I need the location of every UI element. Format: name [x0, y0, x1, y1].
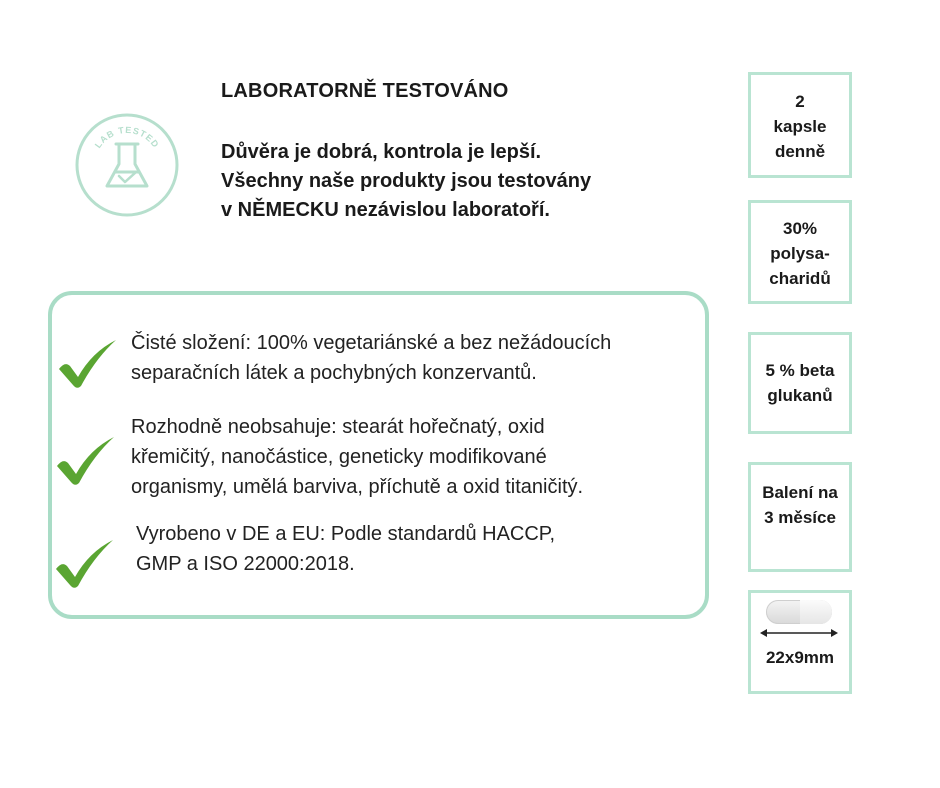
intro-line: v NĚMECKU nezávislou laboratoří.: [221, 199, 550, 221]
card-line: 2: [795, 92, 805, 111]
card-line: 5 % beta: [765, 361, 835, 380]
feature-line: Vyrobeno v DE a EU: Podle standardů HACCP,: [136, 523, 556, 545]
card-line: glukanů: [767, 386, 833, 405]
lab-tested-badge-icon: [74, 112, 180, 218]
card-line: denně: [774, 142, 826, 161]
page-title: LABORATORNĚ TESTOVÁNO: [221, 80, 509, 102]
card-line: 22x9mm: [765, 648, 835, 667]
info-card-beta-glucans: [748, 332, 852, 434]
capsule-icon: [766, 600, 832, 624]
feature-line: Čisté složení: 100% vegetariánské a bez nežádoucích: [131, 332, 612, 354]
check-icon: [56, 336, 120, 390]
card-line: 3 měsíce: [764, 508, 836, 527]
card-line: charidů: [769, 269, 831, 288]
feature-line: separačních látek a pochybných konzervantů.: [131, 362, 537, 384]
badge-text: LAB TESTED: [92, 124, 162, 150]
check-icon: [54, 433, 118, 487]
info-card-daily-dose: [748, 72, 852, 178]
svg-text:LAB TESTED: [93, 125, 161, 150]
feature-line: organismy, umělá barviva, příchutě a oxid titaničitý.: [131, 476, 584, 498]
info-card-capsule-size: [748, 590, 852, 694]
intro-text: [221, 138, 701, 225]
intro-line: Důvěra je dobrá, kontrola je lepší.: [221, 141, 542, 163]
info-card-polysaccharides: [748, 200, 852, 304]
double-arrow-icon: [760, 628, 838, 638]
card-line: kapsle: [773, 117, 827, 136]
feature-line: křemičitý, nanočástice, geneticky modifikované: [131, 446, 547, 468]
card-line: Balení na: [762, 483, 838, 502]
check-icon: [53, 536, 117, 590]
features-panel: [48, 291, 709, 619]
feature-line: GMP a ISO 22000:2018.: [136, 553, 355, 575]
info-card-package: [748, 462, 852, 572]
card-line: 30%: [782, 219, 818, 238]
intro-line: Všechny naše produkty jsou testovány: [221, 170, 592, 192]
card-line: polysa-: [770, 244, 830, 263]
feature-line: Rozhodně neobsahuje: stearát hořečnatý, oxid: [131, 416, 545, 438]
